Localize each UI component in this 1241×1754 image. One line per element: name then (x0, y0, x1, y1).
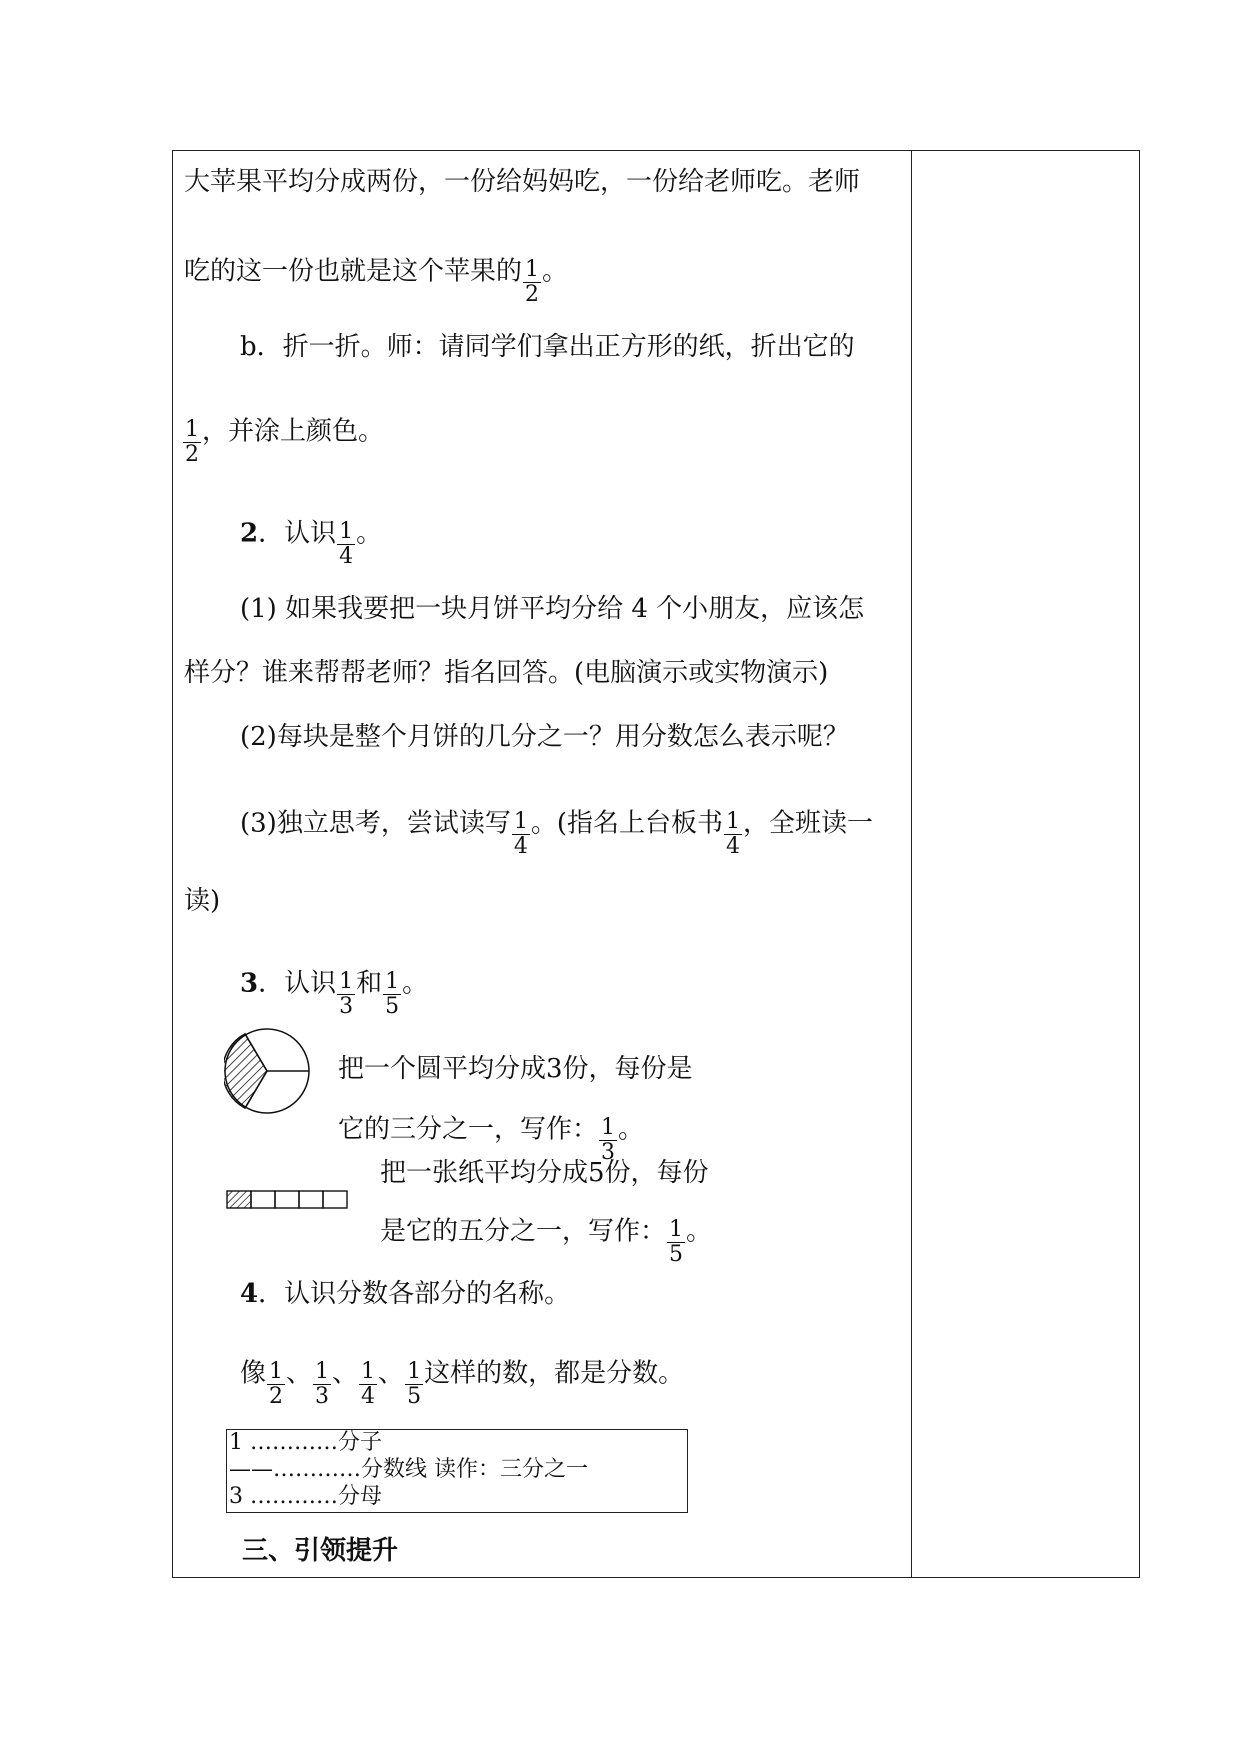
section-title: 三、引领提升 (242, 1536, 399, 1566)
denominator: 5 (407, 1384, 422, 1409)
strip-caption-line: 把一张纸平均分成5份，每份 (380, 1158, 709, 1188)
text-line: b．折一折。师：请同学们拿出正方形的纸，折出它的 (240, 332, 855, 362)
section-number: 2 (240, 518, 259, 549)
fraction (523, 258, 541, 307)
text-line: (1) 如果我要把一块月饼平均分给 4 个小朋友，应该怎 (240, 594, 865, 624)
numerator: 1 (385, 969, 400, 994)
strip-segment (299, 1191, 323, 1208)
strip-segment (251, 1191, 275, 1208)
text-span: ．认识分数各部分的名称。 (258, 1279, 571, 1309)
text-span: ．认识 (258, 518, 337, 549)
parts-row-fraction-line: ——…………分数线 读作：三分之一 (229, 1457, 588, 1482)
text-line: 样分？谁来帮帮老师？指名回答。(电脑演示或实物演示) (184, 658, 829, 688)
circle-caption-line: 把一个圆平均分成3份，每份是 (338, 1054, 693, 1084)
numerator: 1 (339, 969, 354, 994)
denominator: 2 (185, 442, 199, 467)
denominator: 3 (601, 1140, 616, 1165)
shaded-sector (224, 1034, 267, 1108)
numerator: 1 (407, 1359, 422, 1384)
denominator: 5 (385, 994, 400, 1019)
circle-caption-line (338, 1106, 645, 1165)
numerator: 1 (269, 1359, 284, 1384)
strip-caption-line (380, 1208, 713, 1267)
section-heading (240, 510, 383, 569)
fractions-example-line (240, 1350, 685, 1409)
text-span: 。(指名上台板书 (530, 808, 723, 839)
text-line (182, 408, 385, 467)
text-line: 读) (184, 886, 221, 916)
text-span: 。 (686, 1216, 713, 1247)
fraction (383, 970, 401, 1019)
numerator: 1 (315, 1359, 330, 1384)
fraction (667, 1218, 685, 1267)
fraction (337, 970, 355, 1019)
section-number: 4 (240, 1279, 259, 1309)
denominator: 3 (339, 994, 354, 1019)
text-line: 大苹果平均分成两份，一份给妈妈吃，一份给老师吃。老师 (184, 167, 861, 197)
numerator: 1 (726, 809, 740, 834)
denominator: 3 (315, 1384, 330, 1409)
denominator: 4 (339, 544, 354, 569)
fraction (512, 810, 530, 859)
fraction-parts-box (226, 1429, 688, 1513)
fraction (313, 1360, 331, 1409)
separator: 、 (332, 1358, 359, 1389)
fraction (405, 1360, 423, 1409)
shaded-segment (227, 1191, 251, 1208)
column-divider (911, 151, 912, 1577)
text-span: 吃的这一份也就是这个苹果的 (184, 256, 523, 287)
section-number: 3 (240, 968, 259, 999)
text-span: 像 (240, 1358, 267, 1389)
numerator: 1 (513, 809, 528, 834)
numerator: 1 (339, 519, 354, 544)
text-span: 这样的数，都是分数。 (424, 1358, 685, 1389)
denominator: 2 (269, 1384, 284, 1409)
text-span: 。 (356, 518, 383, 549)
text-span: 它的三分之一，写作： (338, 1114, 599, 1145)
text-span: ．认识 (258, 968, 337, 999)
text-span: 。 (542, 256, 569, 287)
denominator: 4 (361, 1384, 376, 1409)
denominator: 5 (669, 1242, 684, 1267)
parts-row-numerator: 1 …………分子 (229, 1430, 382, 1455)
separator: 、 (378, 1358, 405, 1389)
text-span: (3)独立思考，尝试读写 (240, 808, 511, 839)
strip-fifths-diagram (226, 1190, 352, 1210)
strip-segment (275, 1191, 299, 1208)
numerator: 1 (185, 417, 199, 442)
denominator: 4 (513, 834, 528, 859)
fraction (724, 810, 742, 859)
text-line: (2)每块是整个月饼的几分之一？用分数怎么表示呢？ (240, 722, 849, 752)
text-line (184, 248, 569, 307)
text-span: 是它的五分之一，写作： (380, 1216, 667, 1247)
text-span: ，全班读一 (743, 808, 874, 839)
separator: 、 (286, 1358, 313, 1389)
fraction (337, 520, 355, 569)
denominator: 2 (525, 282, 540, 307)
section-heading (240, 1277, 570, 1311)
text-span: 。 (402, 968, 429, 999)
fraction (267, 1360, 285, 1409)
numerator: 1 (361, 1359, 376, 1384)
numerator: 1 (669, 1217, 684, 1242)
strip-segment (323, 1191, 347, 1208)
fraction (359, 1360, 377, 1409)
section-heading (240, 960, 429, 1019)
fraction (183, 418, 201, 467)
parts-row-denominator: 3 …………分母 (229, 1484, 382, 1509)
numerator: 1 (601, 1115, 616, 1140)
numerator: 1 (525, 257, 540, 282)
text-line (240, 800, 874, 859)
circle-thirds-diagram (224, 1028, 310, 1114)
text-span: ，并涂上颜色。 (202, 416, 385, 447)
text-span: 和 (356, 968, 383, 999)
text-span: 。 (618, 1114, 645, 1145)
denominator: 4 (726, 834, 740, 859)
